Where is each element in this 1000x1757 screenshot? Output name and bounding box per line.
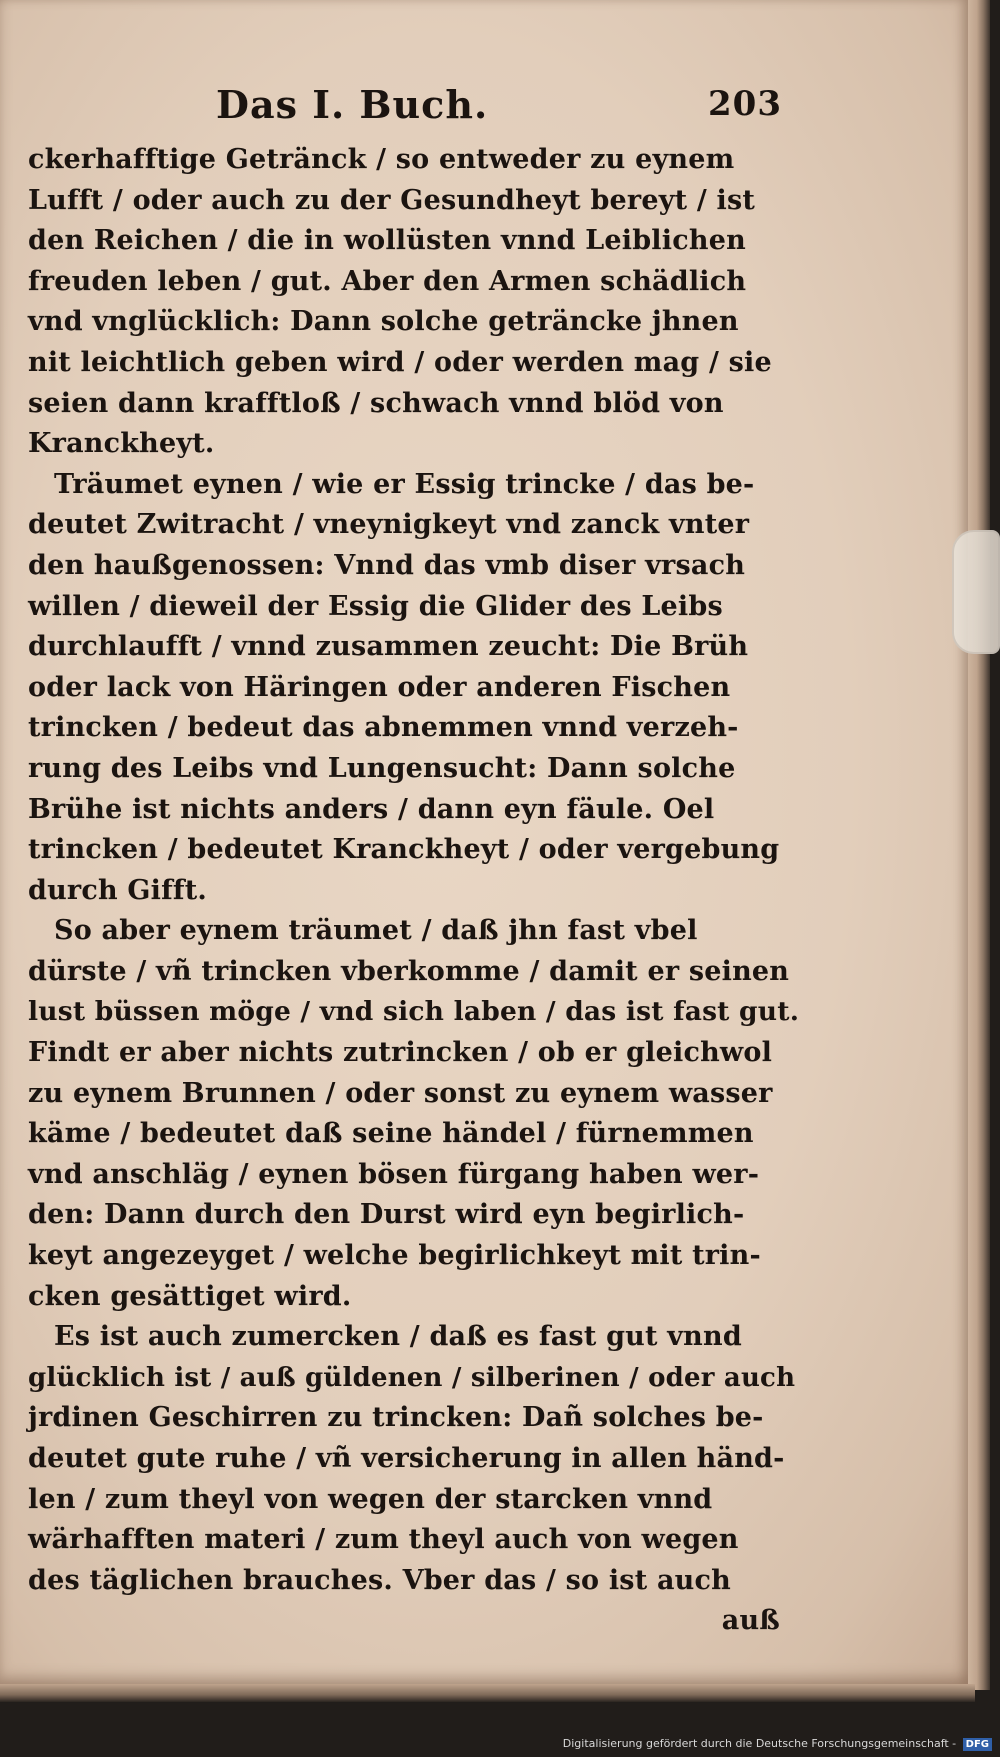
bookmark-tab bbox=[952, 530, 1000, 654]
text-line: nit leichtlich geben wird / oder werden mag / sie bbox=[28, 346, 772, 378]
text-line: des täglichen brauches. Vber das / so ist auch bbox=[28, 1564, 731, 1596]
running-title: Das I. Buch. bbox=[216, 82, 489, 127]
text-line: den Reichen / die in wollüsten vnnd Leiblichen bbox=[28, 225, 746, 257]
text-line: jrdinen Geschirren zu trincken: Dañ solches be- bbox=[28, 1402, 764, 1434]
catchword: auß bbox=[721, 1605, 780, 1637]
text-line: ckerhafftige Getränck / so entweder zu eynem bbox=[28, 144, 735, 175]
text-line: keyt angezeyget / welche begirlichkeyt mit trin- bbox=[28, 1240, 761, 1272]
text-line: durch Gifft. bbox=[28, 874, 208, 906]
text-line: vnd anschläg / eynen bösen fürgang haben wer- bbox=[28, 1158, 760, 1190]
text-line: käme / bedeutet daß seine händel / fürnemmen bbox=[28, 1118, 754, 1150]
text-line: deutet gute ruhe / vñ versicherung in allen händ- bbox=[28, 1443, 785, 1474]
page-stack-bottom bbox=[0, 1684, 975, 1702]
text-line: deutet Zwitracht / vneynigkeyt vnd zanck vnter bbox=[28, 509, 750, 541]
text-line: trincken / bedeutet Kranckheyt / oder vergebung bbox=[28, 834, 780, 866]
text-line: wärhafften materi / zum theyl auch von wegen bbox=[28, 1524, 739, 1556]
text-line: seien dann krafftloß / schwach vnnd blöd von bbox=[28, 387, 724, 419]
text-line: Es ist auch zumercken / daß es fast gut vnnd bbox=[54, 1321, 742, 1353]
dfg-logo: DFG bbox=[963, 1738, 992, 1751]
text-line: den: Dann durch den Durst wird eyn begirlich- bbox=[28, 1199, 745, 1231]
text-block bbox=[28, 82, 808, 1642]
text-line: lust büssen möge / vnd sich laben / das ist fast gut. bbox=[28, 996, 800, 1028]
page-edge bbox=[968, 0, 990, 1690]
text-line: dürste / vñ trincken vberkomme / damit er seinen bbox=[28, 955, 790, 987]
text-line: So aber eynem träumet / daß jhn fast vbel bbox=[54, 915, 698, 947]
page-number: 203 bbox=[708, 84, 782, 124]
text-line: zu eynem Brunnen / oder sonst zu eynem wasser bbox=[28, 1077, 773, 1109]
text-line: Kranckheyt. bbox=[28, 428, 215, 460]
text-line: freuden leben / gut. Aber den Armen schädlich bbox=[28, 265, 747, 297]
body-text bbox=[28, 140, 808, 1601]
text-line: glücklich ist / auß güldenen / silberinen / oder auch bbox=[28, 1362, 796, 1393]
text-line: trincken / bedeut das abnemmen vnnd verzeh- bbox=[28, 712, 739, 744]
digitization-credit bbox=[563, 1737, 992, 1751]
text-line: Lufft / oder auch zu der Gesundheyt bereyt / ist bbox=[28, 184, 756, 216]
running-header bbox=[28, 82, 808, 140]
text-line: Findt er aber nichts zutrincken / ob er gleichwol bbox=[28, 1037, 773, 1069]
text-line: rung des Leibs vnd Lungensucht: Dann solche bbox=[28, 752, 736, 784]
text-line: den haußgenossen: Vnnd das vmb diser vrsach bbox=[28, 549, 746, 581]
text-line: Brühe ist nichts anders / dann eyn fäule. Oel bbox=[28, 793, 715, 825]
text-line: vnd vnglücklich: Dann solche geträncke jhnen bbox=[28, 306, 739, 338]
credit-text: Digitalisierung gefördert durch die Deutsche Forschungsgemeinschaft - bbox=[562, 1737, 957, 1750]
text-line: willen / dieweil der Essig die Glider des Leibs bbox=[28, 590, 723, 622]
text-line: oder lack von Häringen oder anderen Fischen bbox=[28, 671, 731, 703]
text-line: len / zum theyl von wegen der starcken vnnd bbox=[28, 1483, 713, 1515]
text-line: cken gesättiget wird. bbox=[28, 1280, 352, 1312]
text-line: Träumet eynen / wie er Essig trincke / das be- bbox=[54, 468, 755, 500]
text-line: durchlaufft / vnnd zusammen zeucht: Die Brüh bbox=[28, 631, 749, 663]
